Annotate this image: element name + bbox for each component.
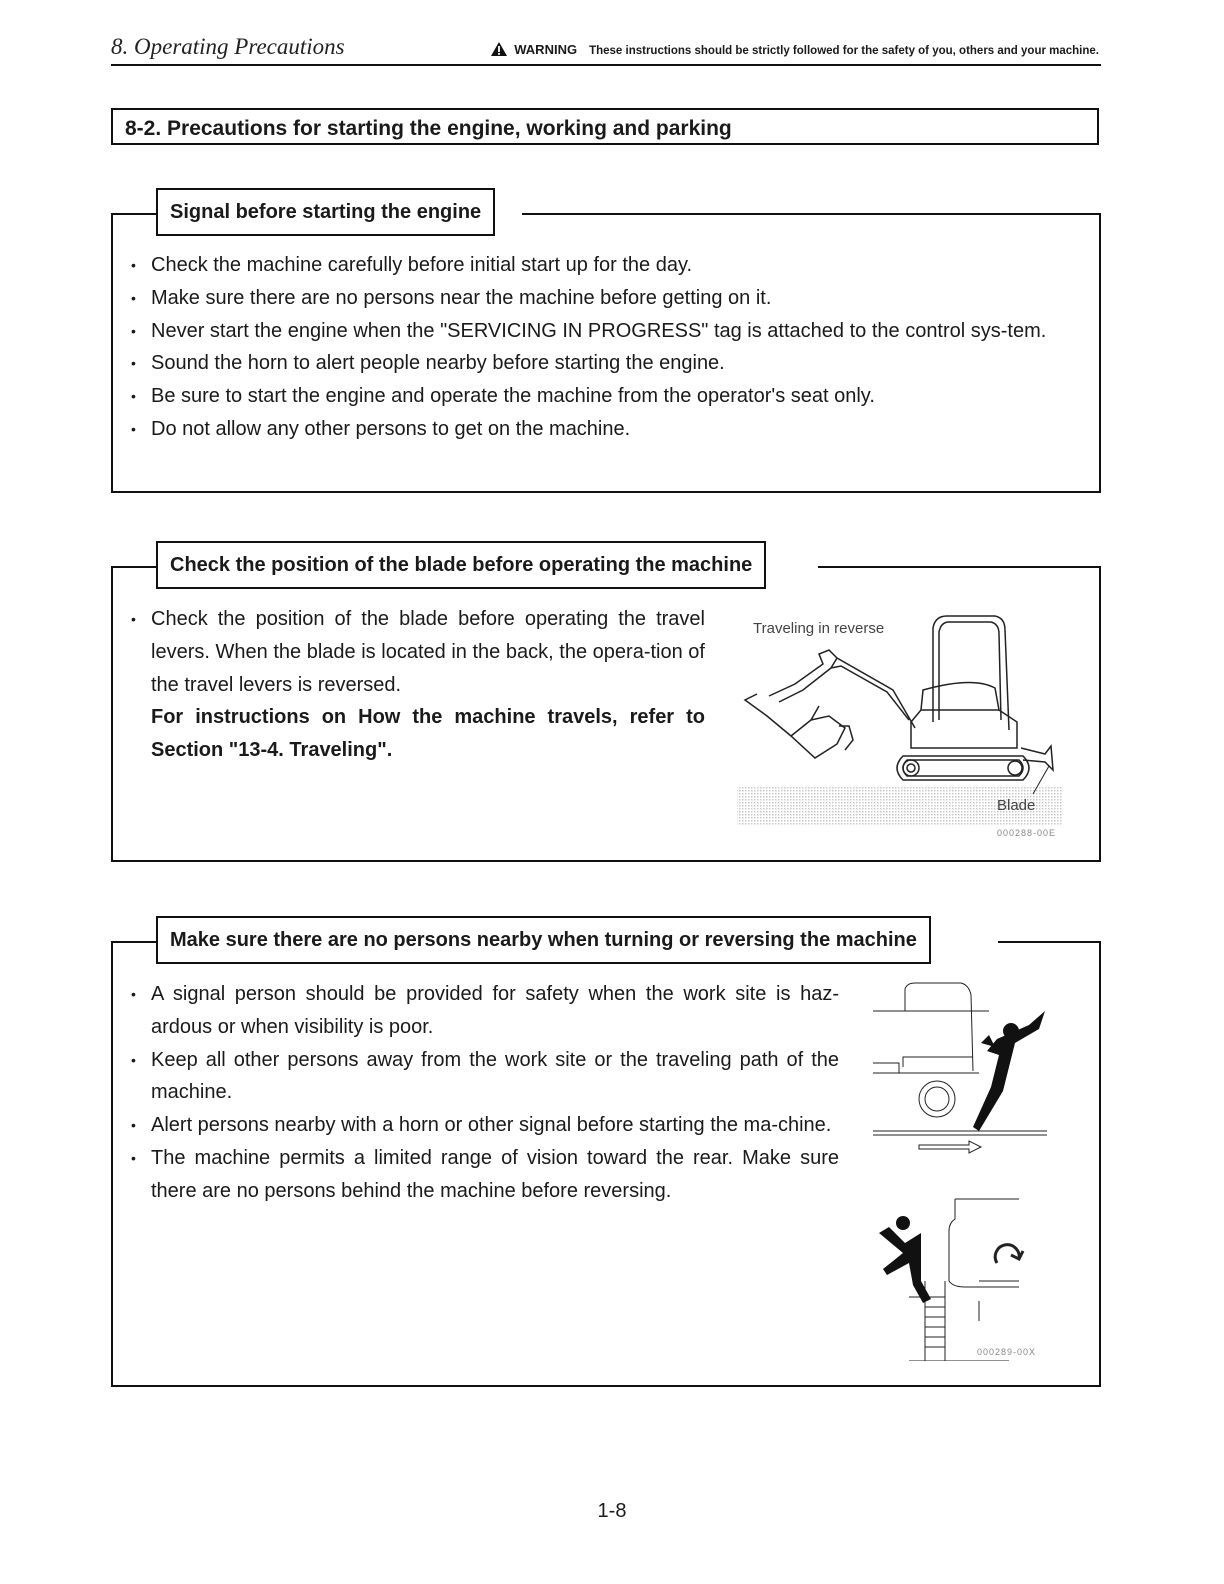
person-falling-icon bbox=[973, 1011, 1045, 1131]
panel-border bbox=[113, 213, 157, 215]
figure-label-blade: Blade bbox=[997, 797, 1036, 814]
list-item bbox=[113, 603, 705, 767]
warning-banner bbox=[490, 41, 1099, 57]
list-item: • Never start the engine when the "SERVICING IN PROGRESS" tag is attached to the control sys-tem. bbox=[113, 315, 1073, 348]
figure-code: 000288-00E bbox=[997, 828, 1057, 838]
list-item: • A signal person should be provided for safety when the work site is haz-ardous or when visibility is poor. bbox=[113, 978, 839, 1044]
person-caught-icon bbox=[879, 1216, 931, 1303]
list-item: • Be sure to start the engine and operate the machine from the operator's seat only. bbox=[113, 380, 1073, 413]
panel-blade-position bbox=[111, 554, 1101, 862]
list-item: • Alert persons nearby with a horn or other signal before starting the ma-chine. bbox=[113, 1109, 839, 1142]
figure-code: 000289-00X bbox=[977, 1347, 1037, 1357]
list-item: • Make sure there are no persons near the machine before getting on it. bbox=[113, 282, 1073, 315]
list-item: • Keep all other persons away from the work site or the traveling path of the machine. bbox=[113, 1044, 839, 1110]
list-item: • Do not allow any other persons to get on the machine. bbox=[113, 413, 1073, 446]
section-title: 8-2. Precautions for starting the engine, working and parking bbox=[111, 108, 1099, 145]
warning-label: WARNING bbox=[514, 42, 578, 57]
panel-border bbox=[113, 941, 157, 943]
page-number: 1-8 bbox=[597, 1500, 627, 1522]
warning-text: These instructions should be strictly followed for the safety of you, others and your machine. bbox=[589, 45, 1099, 57]
warning-triangle-icon bbox=[490, 41, 508, 57]
list-item: • Sound the horn to alert people nearby before starting the engine. bbox=[113, 347, 1073, 380]
bullet-text: Check the position of the blade before operating the travel levers. When the blade is located in the back, the opera-tion of the travel levers is reversed. bbox=[151, 608, 705, 696]
reverse-diagram bbox=[873, 983, 1047, 1153]
list-item: • Check the machine carefully before initial start up for the day. bbox=[113, 249, 1073, 282]
panel-border bbox=[818, 566, 1099, 568]
panel-border bbox=[113, 566, 157, 568]
figure-label-traveling: Traveling in reverse bbox=[753, 620, 885, 637]
panel-border bbox=[522, 213, 1099, 215]
excavator bbox=[745, 616, 1053, 794]
bullet-list bbox=[113, 978, 839, 1208]
excavator-reverse-illustration bbox=[733, 610, 1068, 840]
panel-title: Make sure there are no persons nearby when turning or reversing the machine bbox=[156, 916, 931, 964]
panel-no-persons-nearby bbox=[111, 929, 1101, 1387]
turning-diagram bbox=[909, 1199, 1023, 1361]
panel-title: Check the position of the blade before operating the machine bbox=[156, 541, 766, 589]
chapter-title: 8. Operating Precautions bbox=[111, 34, 345, 59]
page-header bbox=[111, 30, 1101, 66]
bullet-list bbox=[113, 249, 1073, 446]
panel-signal-before-start bbox=[111, 201, 1101, 493]
list-item: • The machine permits a limited range of vision toward the rear. Make sure there are no persons behind the machine before reversing. bbox=[113, 1142, 839, 1208]
panel-title: Signal before starting the engine bbox=[156, 188, 495, 236]
bullet-list bbox=[113, 603, 705, 767]
reference-note: For instructions on How the machine travels, refer to Section "13-4. Traveling". bbox=[151, 706, 705, 762]
panel-border bbox=[998, 941, 1099, 943]
turning-reversing-illustration bbox=[869, 981, 1059, 1361]
